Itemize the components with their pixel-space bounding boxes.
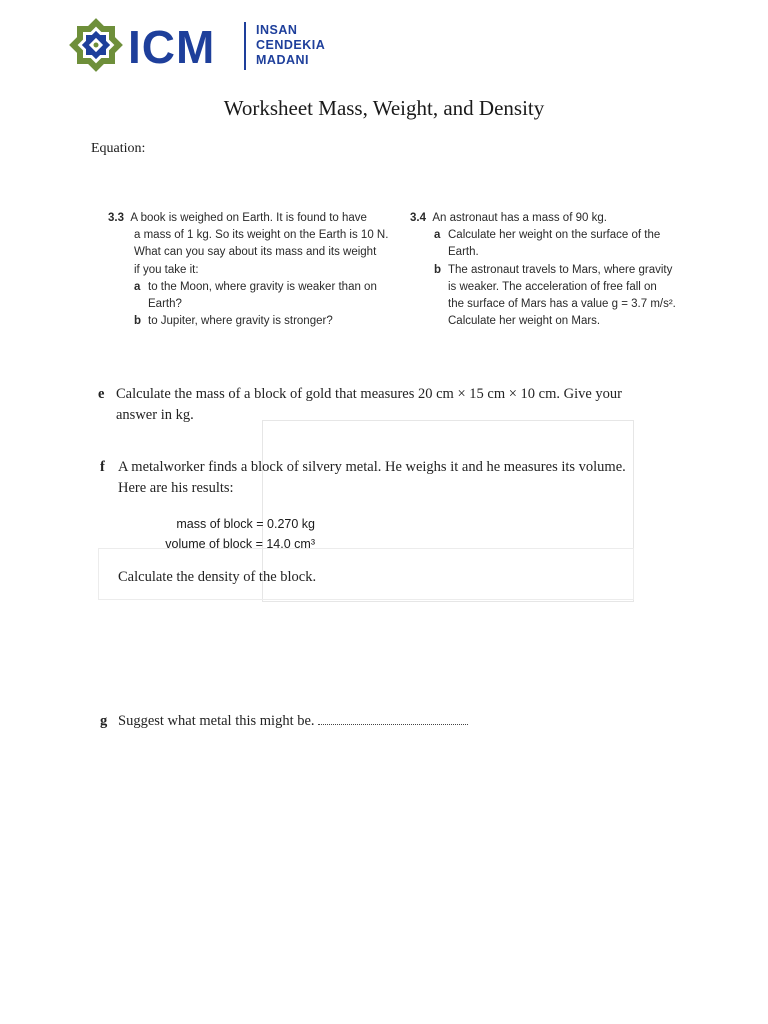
question-line: answer in kg. — [116, 407, 194, 423]
sub-line: the surface of Mars has a value g = 3.7 m/s². — [448, 298, 676, 311]
question-g — [100, 711, 660, 732]
logo-sub-line-1: INSAN — [256, 23, 298, 37]
sub-label-a: a — [134, 280, 141, 293]
question-3-4 — [410, 210, 690, 330]
logo-sub-line-3: MADANI — [256, 53, 309, 67]
question-line: An astronaut has a mass of 90 kg. — [432, 212, 607, 224]
icm-logo — [68, 16, 328, 76]
question-number: 3.4 — [410, 212, 426, 224]
measurement-results — [120, 514, 315, 554]
answer-line — [318, 712, 468, 725]
sub-line: Earth. — [448, 246, 479, 259]
question-line: A book is weighed on Earth. It is found to have — [130, 212, 367, 224]
question-line: a mass of 1 kg. So its weight on the Earth is 10 N. — [134, 229, 389, 242]
question-line: if you take it: — [134, 263, 199, 276]
logo-divider — [244, 22, 246, 70]
sub-line: to the Moon, where gravity is weaker than on — [148, 280, 377, 293]
logo-subtitle — [256, 23, 325, 68]
logo-wordmark: ICM — [128, 21, 216, 73]
page-title: Worksheet Mass, Weight, and Density — [223, 96, 545, 120]
question-line: Suggest what metal this might be. — [118, 713, 315, 729]
sub-line: Earth? — [148, 298, 182, 311]
question-3-3 — [108, 210, 398, 330]
sub-line: Calculate her weight on Mars. — [448, 315, 601, 328]
question-f — [100, 457, 660, 499]
volume-result: volume of block = 14.0 cm³ — [165, 537, 315, 551]
question-letter: g — [100, 713, 108, 729]
sub-line: The astronaut travels to Mars, where gravity — [448, 263, 673, 276]
mass-result: mass of block = 0.270 kg — [176, 517, 315, 531]
question-number: 3.3 — [108, 212, 124, 224]
sub-line: is weaker. The acceleration of free fall on — [448, 280, 657, 293]
question-line: What can you say about its mass and its weight — [134, 246, 377, 259]
question-letter: e — [98, 386, 105, 402]
sub-label-b: b — [434, 263, 442, 276]
question-line: A metalworker finds a block of silvery metal. He weighs it and he measures its volume. — [118, 459, 626, 475]
sub-label-a: a — [434, 229, 441, 242]
sub-line: Calculate her weight on the surface of the — [448, 229, 661, 242]
sub-label-b: b — [134, 315, 142, 328]
equation-label: Equation: — [91, 141, 146, 156]
logo-sub-line-2: CENDEKIA — [256, 38, 326, 52]
question-f-closing: Calculate the density of the block. — [118, 569, 317, 585]
star-emblem-icon — [68, 16, 124, 74]
question-letter: f — [100, 459, 105, 475]
question-line: Here are his results: — [118, 480, 234, 496]
sub-line: to Jupiter, where gravity is stronger? — [148, 315, 333, 328]
question-e — [98, 384, 658, 426]
question-line: Calculate the mass of a block of gold that measures 20 cm × 15 cm × 10 cm. Give your — [116, 386, 623, 402]
